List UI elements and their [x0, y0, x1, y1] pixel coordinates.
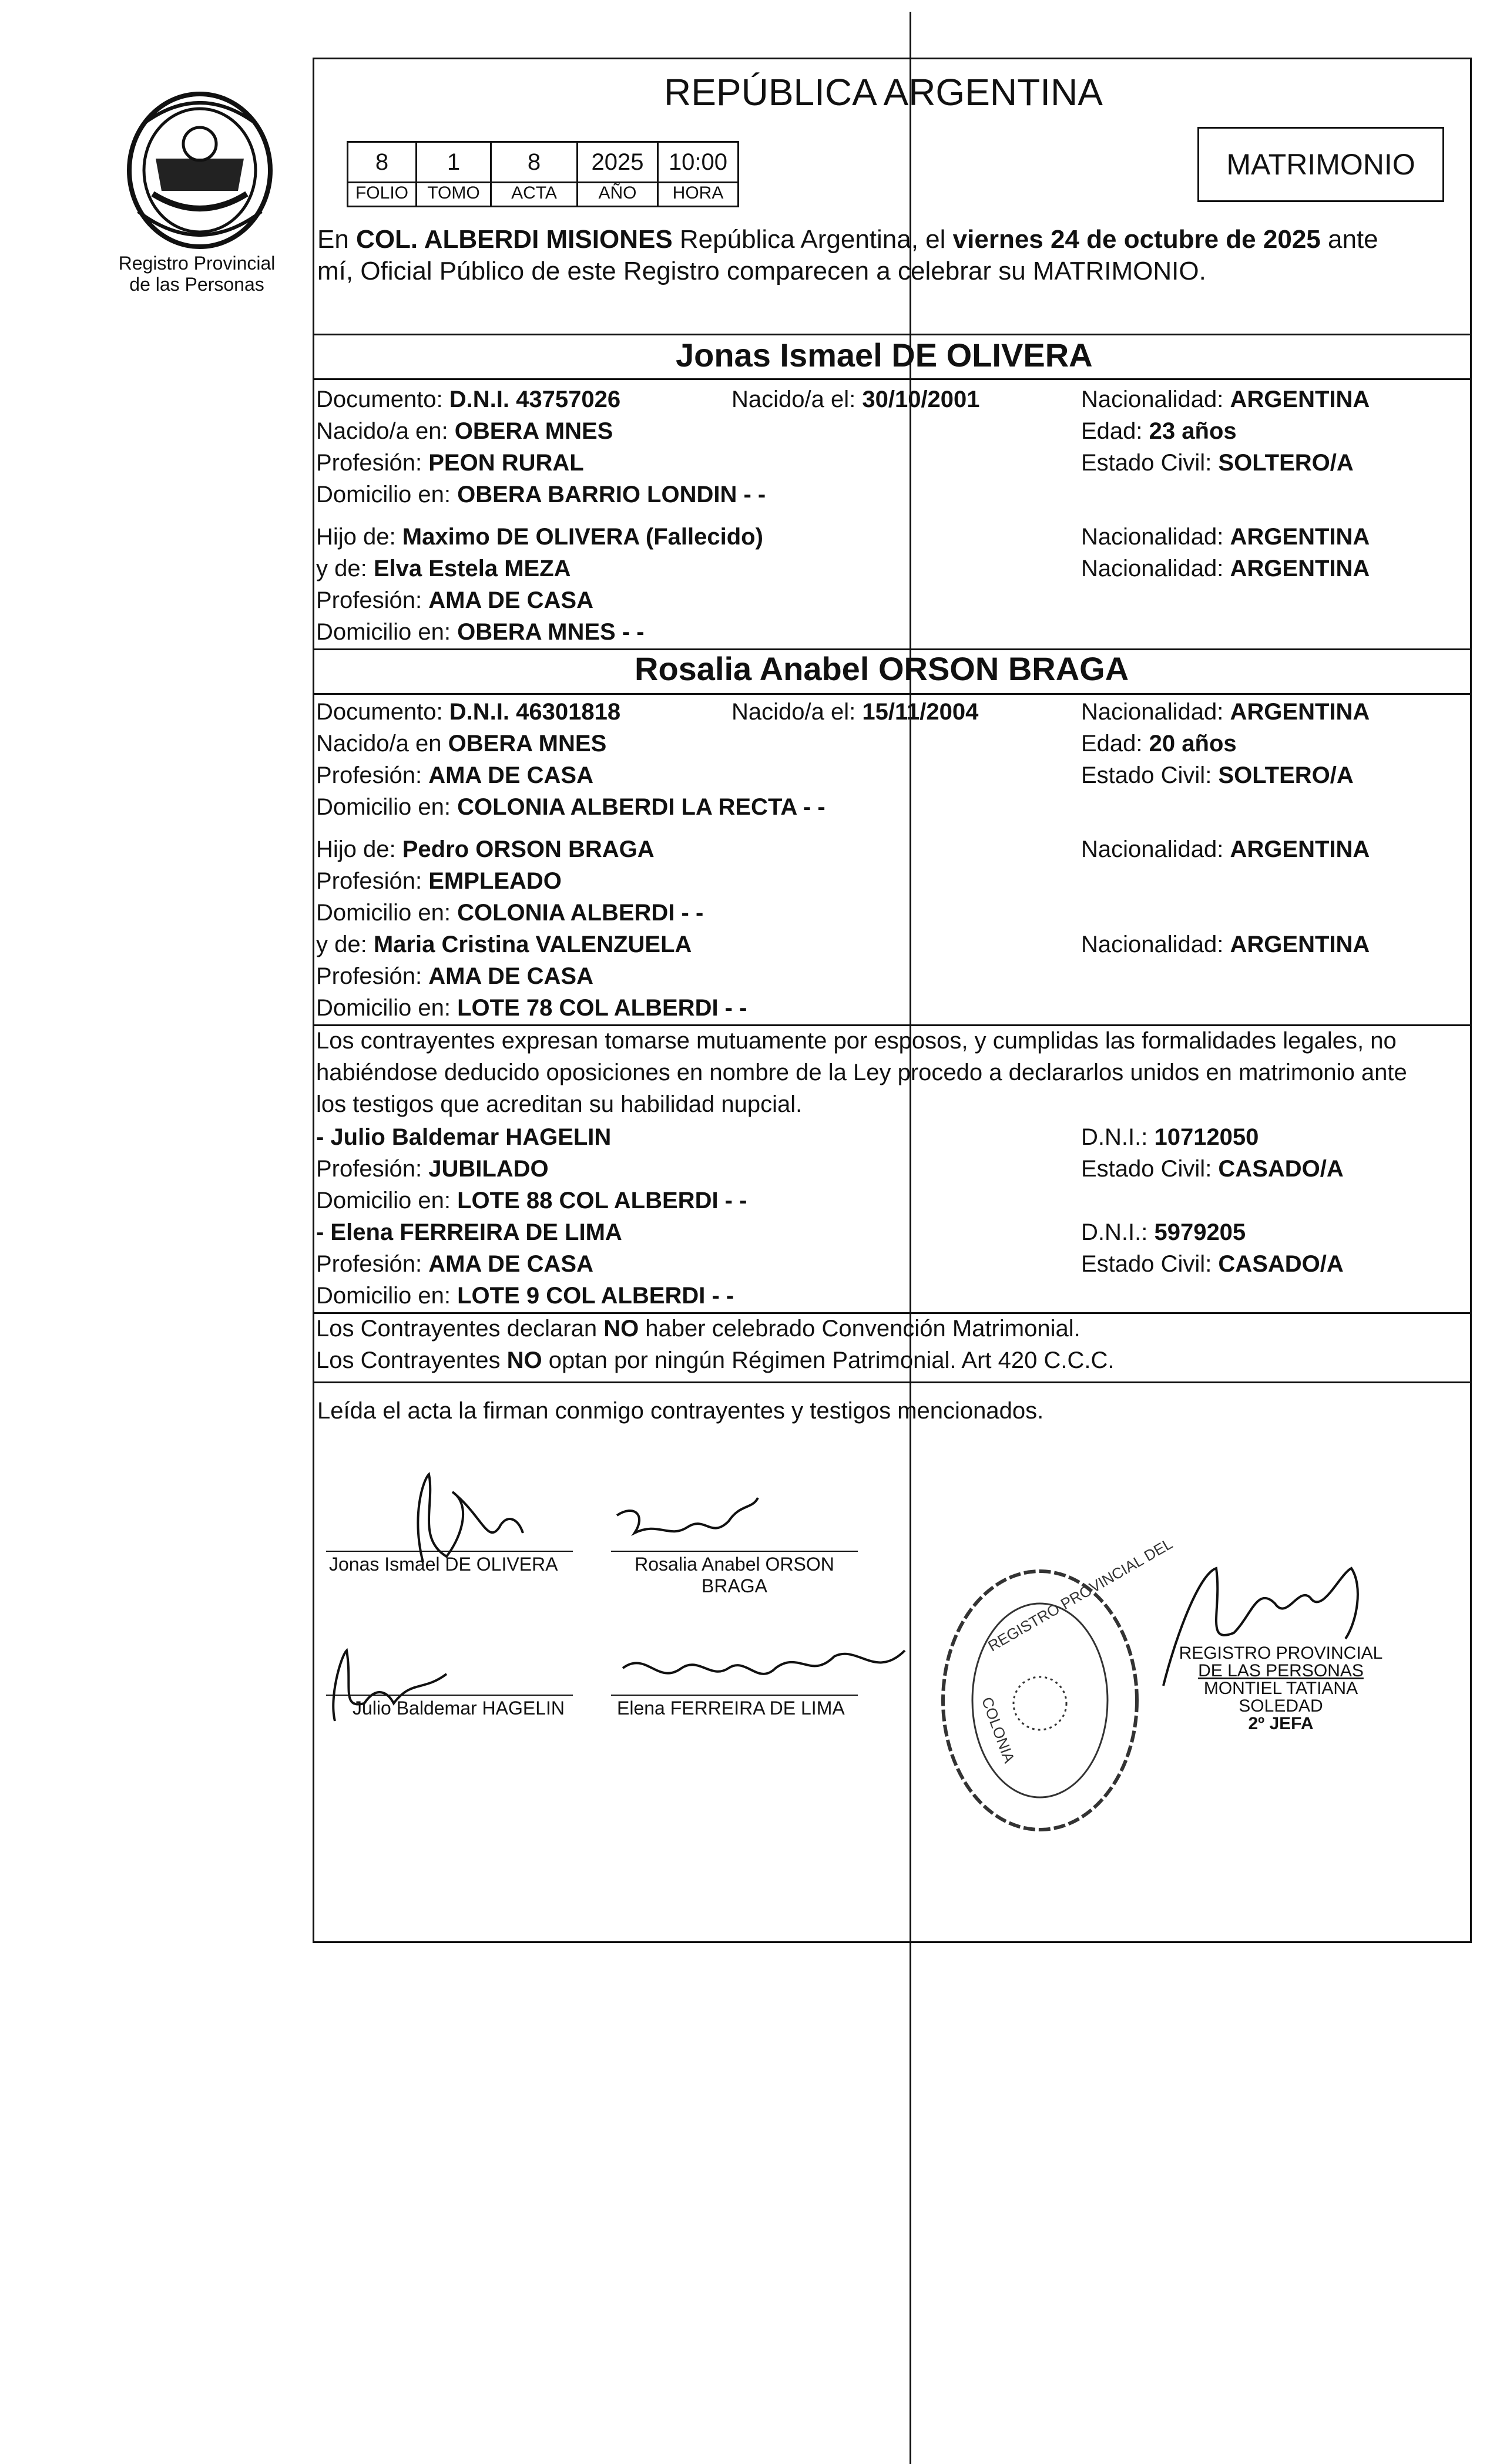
convention-line1 — [316, 1313, 1080, 1344]
intro-line1 — [317, 224, 1378, 255]
acta-label: ACTA — [490, 181, 578, 207]
value: 5979205 — [1154, 1219, 1246, 1245]
spouse1-estado — [1081, 448, 1354, 478]
registry-name — [94, 253, 300, 295]
value: OBERA MNES — [454, 418, 613, 444]
no: NO — [603, 1316, 639, 1342]
act-type: MATRIMONIO — [1226, 148, 1415, 181]
value: COLONIA ALBERDI LA RECTA - - — [457, 794, 825, 820]
value: PEON RURAL — [428, 450, 584, 476]
value: Elva Estela MEZA — [373, 556, 571, 581]
signature-spouse2-name-line1: Rosalia Anabel ORSON — [635, 1554, 834, 1575]
officer-stamp-line4: 2º JEFA — [1248, 1714, 1314, 1733]
declaration-line1: Los contrayentes expresan tomarse mutuamente por esposos, y cumplidas las formalidades legales, no — [316, 1028, 1397, 1054]
text: Los Contrayentes — [316, 1347, 507, 1373]
registry-seal — [934, 1562, 1146, 1838]
label: Hijo de: — [316, 524, 402, 550]
spouse1-nacido-en — [316, 416, 613, 446]
spouse1-madre-profesion — [316, 585, 593, 616]
value: JUBILADO — [428, 1156, 549, 1182]
value: ARGENTINA — [1230, 836, 1370, 862]
label: Estado Civil: — [1081, 1251, 1219, 1277]
value: AMA DE CASA — [428, 762, 593, 788]
spouse2-madre-domicilio — [316, 993, 747, 1023]
intro-suffix: ante — [1320, 225, 1378, 254]
acta-value: 8 — [490, 141, 578, 183]
signature-spouse1-name: Jonas Ismael DE OLIVERA — [329, 1554, 558, 1575]
folio-value: 8 — [347, 141, 417, 183]
spouse2-madre-nac — [1081, 929, 1370, 960]
spouse2-padre-domicilio — [316, 897, 703, 928]
spouse1-padre — [316, 522, 763, 552]
spouse2-padre-profesion — [316, 866, 562, 896]
label: D.N.I.: — [1081, 1219, 1155, 1245]
folio-label: FOLIO — [347, 181, 417, 207]
text: optan por ningún Régimen Patrimonial. Art 420 C.C.C. — [542, 1347, 1115, 1373]
value: OBERA MNES — [448, 731, 607, 757]
label: Nacido/a el: — [731, 699, 863, 725]
signature-spouse2-name-line2: BRAGA — [701, 1575, 768, 1596]
value: OBERA BARRIO LONDIN - - — [457, 482, 766, 507]
value: AMA DE CASA — [428, 1251, 593, 1277]
seal-bottom-text: COLONIA — [978, 1695, 1019, 1766]
value: 30/10/2001 — [862, 386, 980, 412]
spouse2-nacido-en — [316, 728, 606, 759]
intro-middle: República Argentina, el — [672, 225, 953, 254]
value: ARGENTINA — [1230, 932, 1370, 957]
label: Profesión: — [316, 762, 429, 788]
value: D.N.I. 46301818 — [449, 699, 621, 725]
witness1-estado — [1081, 1154, 1344, 1184]
spouse2-madre-profesion — [316, 961, 593, 991]
spouse1-madre-domicilio — [316, 617, 645, 647]
value: SOLTERO/A — [1218, 762, 1354, 788]
label: D.N.I.: — [1081, 1124, 1155, 1150]
value: 15/11/2004 — [862, 699, 979, 725]
signature-line — [611, 1695, 858, 1696]
value: EMPLEADO — [428, 868, 562, 894]
value: ARGENTINA — [1230, 699, 1370, 725]
value: D.N.I. 43757026 — [449, 386, 621, 412]
signature-witness2 — [611, 1633, 917, 1703]
spouse1-padre-nac — [1081, 522, 1370, 552]
divider — [313, 378, 1472, 380]
signature-line — [326, 1551, 573, 1552]
value: Maximo DE OLIVERA (Fallecido) — [402, 524, 763, 550]
value: LOTE 9 COL ALBERDI - - — [457, 1283, 734, 1309]
label: Estado Civil: — [1081, 1156, 1219, 1182]
value: 23 años — [1149, 418, 1237, 444]
officer-stamp-line2: DE LAS PERSONAS — [1198, 1661, 1364, 1680]
label: Edad: — [1081, 731, 1149, 757]
label: Documento: — [316, 699, 449, 725]
tomo-value: 1 — [415, 141, 492, 183]
intro-place: COL. ALBERDI MISIONES — [356, 225, 673, 254]
spouse2-nacionalidad — [1081, 697, 1370, 727]
registry-name-line1: Registro Provincial — [118, 253, 276, 274]
value: ARGENTINA — [1230, 386, 1370, 412]
intro-date: viernes 24 de octubre de 2025 — [952, 225, 1321, 254]
spouse2-name: Rosalia Anabel ORSON BRAGA — [635, 650, 1129, 687]
divider — [313, 1381, 1472, 1383]
value: Pedro ORSON BRAGA — [402, 836, 655, 862]
value: CASADO/A — [1218, 1251, 1344, 1277]
witness2-dni — [1081, 1217, 1246, 1248]
label: Domicilio en: — [316, 995, 458, 1021]
label: Nacionalidad: — [1081, 932, 1230, 957]
spouse2-nacido-el — [731, 697, 978, 727]
label: Domicilio en: — [316, 482, 458, 507]
witness1-dni — [1081, 1122, 1259, 1152]
text: Los Contrayentes declaran — [316, 1316, 604, 1342]
signature-line — [611, 1551, 858, 1552]
anio-value: 2025 — [576, 141, 659, 183]
witness1-domicilio — [316, 1185, 747, 1216]
spouse1-madre — [316, 553, 571, 584]
value: COLONIA ALBERDI - - — [457, 900, 704, 926]
signature-witness2-name: Elena FERREIRA DE LIMA — [617, 1697, 845, 1719]
officer-stamp-line1: REGISTRO PROVINCIAL — [1179, 1643, 1383, 1663]
spouse2-madre — [316, 929, 692, 960]
signature-spouse2 — [611, 1492, 764, 1562]
declaration-line2: habiéndose deducido oposiciones en nombre de la Ley procedo a declararlos unidos en matrimonio ante — [316, 1060, 1407, 1085]
label: Hijo de: — [316, 836, 402, 862]
anio-label: AÑO — [576, 181, 659, 207]
text: haber celebrado Convención Matrimonial. — [639, 1316, 1080, 1342]
witness2-name: - Elena FERREIRA DE LIMA — [316, 1219, 622, 1245]
witness1-profesion — [316, 1154, 549, 1184]
seal-text: REGISTRO PROVINCIAL DEL — [985, 1534, 1176, 1655]
label: Domicilio en: — [316, 794, 458, 820]
signature-line — [326, 1695, 573, 1696]
divider — [313, 334, 1472, 335]
spouse2-documento — [316, 697, 620, 727]
label: Profesión: — [316, 868, 429, 894]
label: Profesión: — [316, 963, 429, 989]
label: Domicilio en: — [316, 900, 458, 926]
hora-value: 10:00 — [657, 141, 739, 183]
witness2-estado — [1081, 1249, 1344, 1279]
value: OBERA MNES - - — [457, 619, 645, 645]
spouse2-profesion — [316, 760, 593, 791]
value: AMA DE CASA — [428, 587, 593, 613]
intro-prefix: En — [317, 225, 357, 254]
value: LOTE 88 COL ALBERDI - - — [457, 1188, 747, 1213]
declaration-line3: los testigos que acreditan su habilidad nupcial. — [316, 1091, 803, 1117]
label: Profesión: — [316, 450, 429, 476]
spouse1-documento — [316, 384, 620, 415]
officer-stamp-line3: MONTIEL TATIANA SOLEDAD — [1203, 1679, 1358, 1716]
label: Domicilio en: — [316, 1188, 458, 1213]
value: ARGENTINA — [1230, 524, 1370, 550]
label: Nacionalidad: — [1081, 386, 1230, 412]
spouse2-padre — [316, 834, 655, 865]
value: AMA DE CASA — [428, 963, 593, 989]
spouse1-profesion — [316, 448, 584, 478]
label: Estado Civil: — [1081, 762, 1219, 788]
label: Documento: — [316, 386, 449, 412]
value: 10712050 — [1154, 1124, 1259, 1150]
closing-text: Leída el acta la firman conmigo contrayentes y testigos mencionados. — [317, 1398, 1044, 1424]
label: Nacionalidad: — [1081, 524, 1230, 550]
label: Domicilio en: — [316, 1283, 458, 1309]
label: y de: — [316, 932, 374, 957]
country-title: REPÚBLICA ARGENTINA — [664, 71, 1103, 113]
no: NO — [506, 1347, 542, 1373]
registry-name-line2: de las Personas — [129, 274, 264, 295]
label: Profesión: — [316, 1251, 429, 1277]
label: Profesión: — [316, 587, 429, 613]
spouse2-domicilio — [316, 792, 825, 822]
signature-spouse2-name — [611, 1554, 858, 1597]
convention-line2 — [316, 1345, 1115, 1376]
label: Estado Civil: — [1081, 450, 1219, 476]
label: Nacionalidad: — [1081, 699, 1230, 725]
label: Nacido/a el: — [731, 386, 863, 412]
act-type-box — [1197, 127, 1444, 202]
witness2-domicilio — [316, 1280, 734, 1311]
intro-line2: mí, Oficial Público de este Registro comparecen a celebrar su MATRIMONIO. — [317, 257, 1206, 285]
signature-witness1-name: Julio Baldemar HAGELIN — [353, 1697, 565, 1719]
province-logo — [120, 88, 279, 253]
spouse1-nacionalidad — [1081, 384, 1370, 415]
divider — [313, 693, 1472, 695]
label: Profesión: — [316, 1156, 429, 1182]
spouse2-edad — [1081, 728, 1237, 759]
value: 20 años — [1149, 731, 1237, 757]
witness2-profesion — [316, 1249, 593, 1279]
tomo-label: TOMO — [415, 181, 492, 207]
hora-label: HORA — [657, 181, 739, 207]
value: SOLTERO/A — [1218, 450, 1354, 476]
witness1-name: - Julio Baldemar HAGELIN — [316, 1124, 612, 1150]
spouse2-estado — [1081, 760, 1354, 791]
value: LOTE 78 COL ALBERDI - - — [457, 995, 747, 1021]
label: Nacido/a en: — [316, 418, 455, 444]
spouse1-nacido-el — [731, 384, 980, 415]
officer-stamp — [1163, 1645, 1398, 1733]
value: Maria Cristina VALENZUELA — [373, 932, 692, 957]
label: y de: — [316, 556, 374, 581]
value: CASADO/A — [1218, 1156, 1344, 1182]
spouse1-domicilio — [316, 479, 766, 510]
spouse1-madre-nac — [1081, 553, 1370, 584]
spouse1-name: Jonas Ismael DE OLIVERA — [676, 337, 1093, 374]
label: Edad: — [1081, 418, 1149, 444]
value: ARGENTINA — [1230, 556, 1370, 581]
label: Nacionalidad: — [1081, 836, 1230, 862]
label: Nacido/a en — [316, 731, 448, 757]
spouse2-padre-nac — [1081, 834, 1370, 865]
label: Domicilio en: — [316, 619, 458, 645]
label: Nacionalidad: — [1081, 556, 1230, 581]
spouse1-edad — [1081, 416, 1237, 446]
